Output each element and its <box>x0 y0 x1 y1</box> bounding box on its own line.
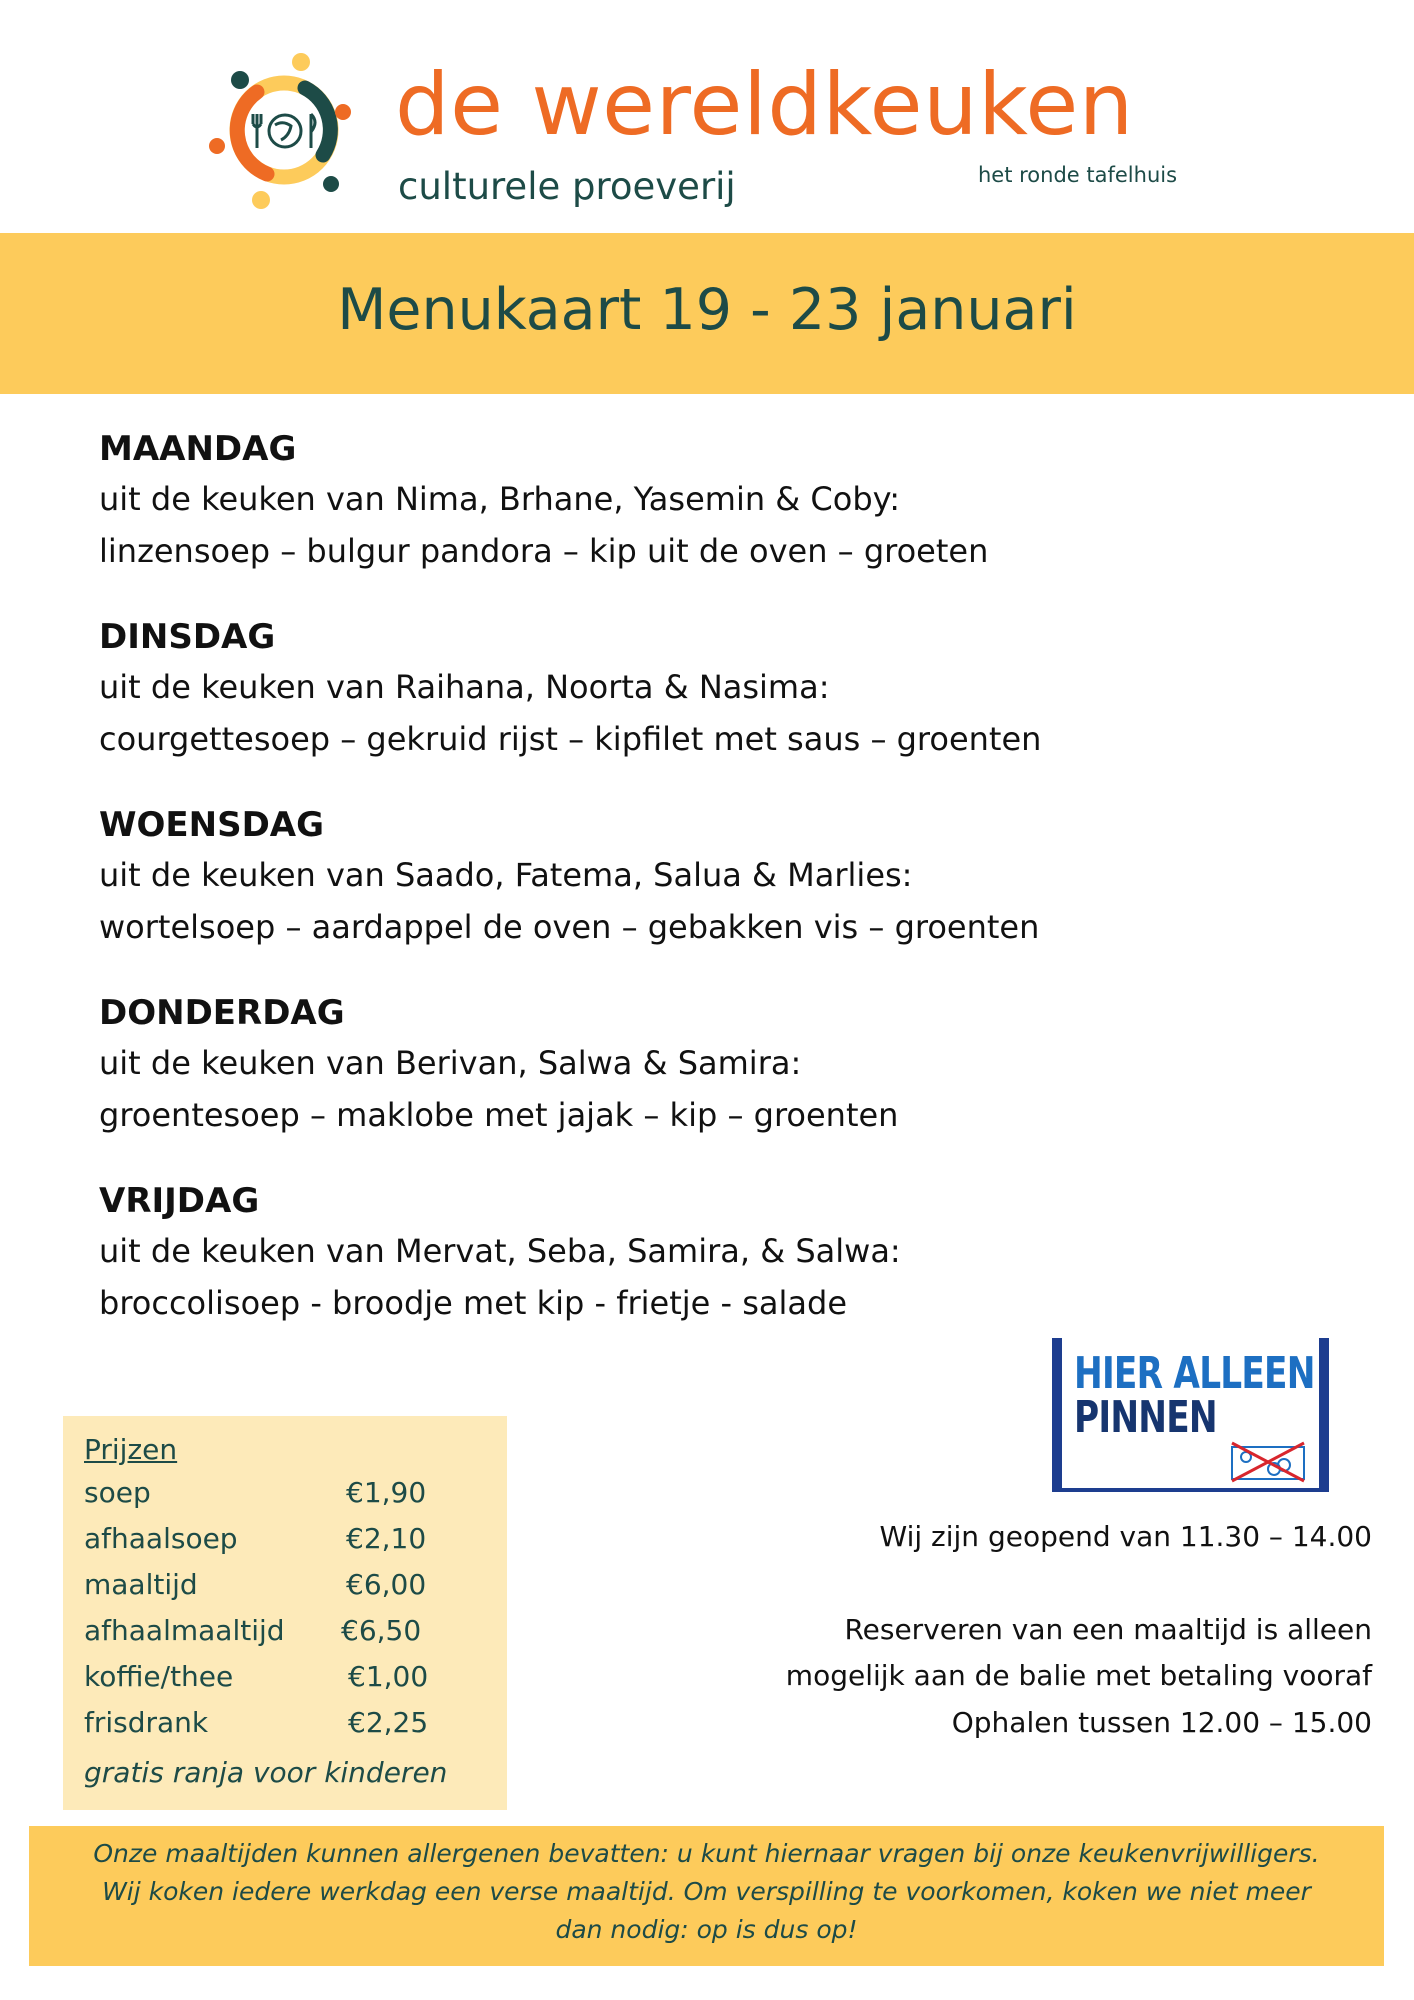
price-item-value: €2,10 <box>346 1522 427 1555</box>
price-row <box>84 1614 484 1660</box>
day-monday <box>99 425 1319 613</box>
price-item-value: €1,00 <box>348 1660 429 1693</box>
footer-notice <box>29 1826 1384 1966</box>
price-item-name: soep <box>84 1476 151 1509</box>
price-item-name: maaltijd <box>84 1568 198 1601</box>
price-row <box>84 1522 484 1568</box>
header <box>0 0 1414 232</box>
pickup-hours: Ophalen tussen 12.00 – 15.00 <box>951 1706 1372 1739</box>
sign-border-right <box>1319 1338 1329 1492</box>
price-row <box>84 1706 484 1752</box>
sign-border-left <box>1052 1338 1062 1492</box>
footer-line-3: dan nodig: op is dus op! <box>555 1915 858 1944</box>
menu-days <box>99 425 1319 1365</box>
price-row <box>84 1660 484 1706</box>
day-dishes: broccolisoep - broodje met kip - frietje - salade <box>99 1284 848 1322</box>
day-tuesday <box>99 613 1319 801</box>
price-item-name: afhaalmaaltijd <box>84 1614 285 1647</box>
brand-subtitle: culturele proeverij <box>398 165 736 208</box>
day-cooks: uit de keuken van Nima, Brhane, Yasemin & Coby: <box>99 480 901 518</box>
no-cash-icon <box>1228 1441 1308 1483</box>
page-title: Menukaart 19 - 23 januari <box>337 277 1077 343</box>
day-cooks: uit de keuken van Saado, Fatema, Salua & Marlies: <box>99 856 913 894</box>
day-dishes: courgettesoep – gekruid rijst – kipfilet met saus – groenten <box>99 720 1042 758</box>
day-name: DINSDAG <box>99 617 276 657</box>
day-name: WOENSDAG <box>99 805 325 845</box>
reserve-line-1: Reserveren van een maaltijd is alleen <box>844 1613 1372 1646</box>
day-friday <box>99 1177 1319 1365</box>
pin-only-sign <box>1052 1338 1329 1492</box>
prices-box <box>63 1416 507 1810</box>
brand-name: de wereldkeuken <box>395 55 1134 155</box>
price-row <box>84 1568 484 1614</box>
sign-border-bottom <box>1052 1488 1329 1492</box>
day-wednesday <box>99 801 1319 989</box>
opening-hours: Wij zijn geopend van 11.30 – 14.00 <box>879 1520 1372 1553</box>
price-item-value: €2,25 <box>348 1706 429 1739</box>
prices-title: Prijzen <box>84 1433 178 1466</box>
price-item-name: koffie/thee <box>84 1660 234 1693</box>
logo-icon <box>205 50 355 210</box>
footer-line-1: Onze maaltijden kunnen allergenen bevatten: u kunt hiernaar vragen bij onze keukenvrijwilligers. <box>93 1839 1320 1868</box>
day-cooks: uit de keuken van Mervat, Seba, Samira, & Salwa: <box>99 1232 901 1270</box>
title-band <box>0 233 1414 394</box>
price-row <box>84 1476 484 1522</box>
price-item-name: frisdrank <box>84 1706 209 1739</box>
brand-tagline: het ronde tafelhuis <box>978 163 1178 187</box>
price-item-value: €6,00 <box>346 1568 427 1601</box>
day-dishes: wortelsoep – aardappel de oven – gebakken vis – groenten <box>99 908 1040 946</box>
prices-note: gratis ranja voor kinderen <box>84 1756 448 1789</box>
day-name: MAANDAG <box>99 429 297 469</box>
price-item-value: €6,50 <box>341 1614 422 1647</box>
day-dishes: linzensoep – bulgur pandora – kip uit de oven – groeten <box>99 532 989 570</box>
day-name: VRIJDAG <box>99 1181 260 1221</box>
reserve-line-2: mogelijk aan de balie met betaling vooraf <box>785 1659 1372 1692</box>
day-thursday <box>99 989 1319 1177</box>
day-cooks: uit de keuken van Raihana, Noorta & Nasima: <box>99 668 830 706</box>
sign-line-1: HIER ALLEEN <box>1074 1348 1315 1399</box>
day-dishes: groentesoep – maklobe met jajak – kip – groenten <box>99 1096 899 1134</box>
price-item-name: afhaalsoep <box>84 1522 238 1555</box>
day-name: DONDERDAG <box>99 993 345 1033</box>
sign-line-2: PINNEN <box>1074 1392 1217 1443</box>
day-cooks: uit de keuken van Berivan, Salwa & Samira: <box>99 1044 802 1082</box>
price-item-value: €1,90 <box>346 1476 427 1509</box>
footer-line-2: Wij koken iedere werkdag een verse maaltijd. Om verspilling te voorkomen, koken we niet meer <box>102 1877 1311 1906</box>
